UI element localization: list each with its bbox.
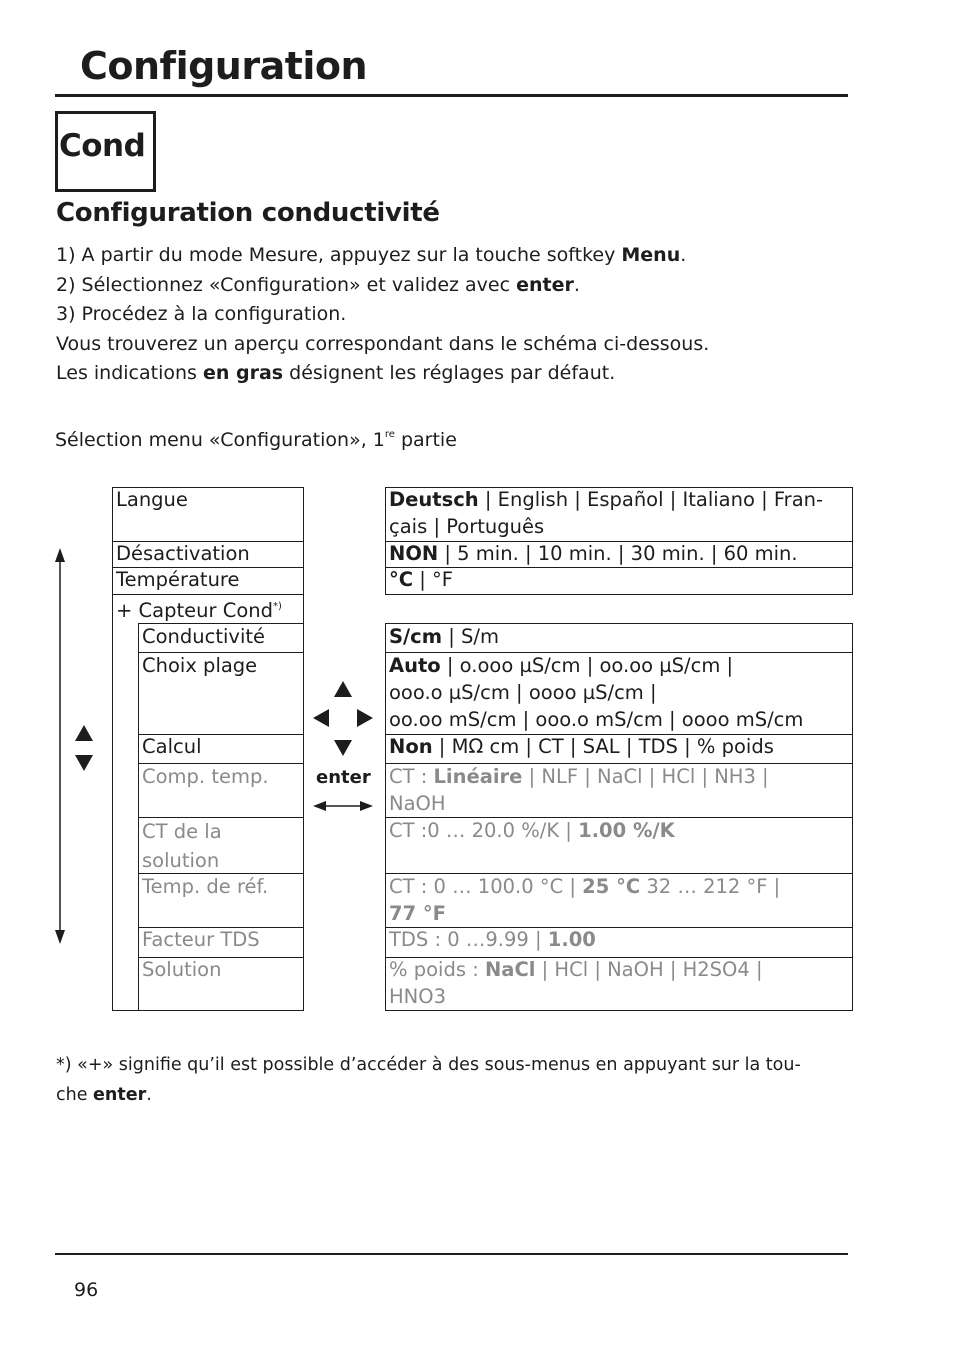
page-title: Configuration — [80, 44, 368, 88]
menu-item-desactivation[interactable]: Désactivation — [116, 542, 250, 565]
double-arrow-icon — [313, 801, 373, 811]
option-choix-plage[interactable]: Auto | o.ooo µS/cm | oo.oo µS/cm | ooo.o µS/cm | oooo µS/cm | oo.oo mS/cm | ooo.o mS/cm | oooo mS/cm — [389, 654, 804, 731]
option-facteur-tds[interactable]: TDS : 0 …9.99 | 1.00 — [389, 928, 596, 951]
option-ct-solution[interactable]: CT :0 … 20.0 %/K | 1.00 %/K — [389, 819, 675, 842]
option-conductivite[interactable]: S/cm | S/m — [389, 625, 499, 648]
enter-key-label: enter — [316, 767, 371, 788]
option-temp-ref[interactable]: CT : 0 … 100.0 °C | 25 °C 32 … 212 °F | 77 °F — [389, 875, 781, 925]
option-comp-temp[interactable]: CT : Linéaire | NLF | NaCl | HCl | NH3 | NaOH — [389, 765, 769, 815]
intro-line: Les indications en gras désignent les réglages par défaut. — [56, 362, 616, 384]
section-title: Configuration conductivité — [56, 198, 440, 228]
submenu-item-calcul[interactable]: Calcul — [142, 735, 202, 758]
scroll-range-arrow-icon — [55, 548, 65, 944]
intro-line: 1) A partir du mode Mesure, appuyez sur la touche softkey Menu. — [56, 244, 687, 266]
footer-rule — [55, 1253, 848, 1255]
submenu-item-choix-plage[interactable]: Choix plage — [142, 654, 258, 677]
option-solution[interactable]: % poids : NaCl | HCl | NaOH | H2SO4 | HNO3 — [389, 958, 763, 1008]
submenu-item-comp-temp[interactable]: Comp. temp. — [142, 765, 269, 788]
page-number: 96 — [74, 1279, 99, 1301]
cursor-keys-icon — [313, 681, 373, 756]
intro-line: 3) Procédez à la configuration. — [56, 303, 347, 325]
option-langue[interactable]: Deutsch | English | Español | Italiano | Fran- çais | Português — [389, 488, 824, 538]
cond-badge-label: Cond — [59, 128, 146, 164]
menu-item-langue[interactable]: Langue — [116, 488, 188, 511]
submenu-item-conductivite[interactable]: Conductivité — [142, 625, 266, 648]
up-down-key-icon — [75, 725, 93, 771]
option-desactivation[interactable]: NON | 5 min. | 10 min. | 30 min. | 60 min. — [389, 542, 798, 565]
option-temperature[interactable]: °C | °F — [389, 568, 453, 591]
intro-line: Vous trouverez un aperçu correspondant dans le schéma ci-dessous. — [56, 332, 710, 355]
submenu-item-temp-ref[interactable]: Temp. de réf. — [142, 875, 269, 898]
intro-line: 2) Sélectionnez «Configuration» et validez avec enter. — [56, 273, 580, 296]
menu-item-temperature[interactable]: Température — [116, 568, 240, 591]
menu-item-capteur-cond[interactable]: + Capteur Cond*) — [116, 599, 282, 622]
submenu-item-facteur-tds[interactable]: Facteur TDS — [142, 928, 260, 951]
footnote-line: *) «+» signifie qu’il est possible d’accéder à des sous-menus en appuyant sur la tou- — [56, 1055, 801, 1075]
diagram-caption: Sélection menu «Configuration», 1re partie — [55, 429, 457, 451]
submenu-item-solution[interactable]: Solution — [142, 958, 222, 981]
submenu-item-ct-solution[interactable]: CT de la solution — [142, 820, 222, 872]
footnote — [56, 1050, 856, 1110]
option-calcul[interactable]: Non | MΩ cm | CT | SAL | TDS | % poids — [389, 735, 774, 758]
footnote-line: che enter. — [56, 1085, 152, 1105]
